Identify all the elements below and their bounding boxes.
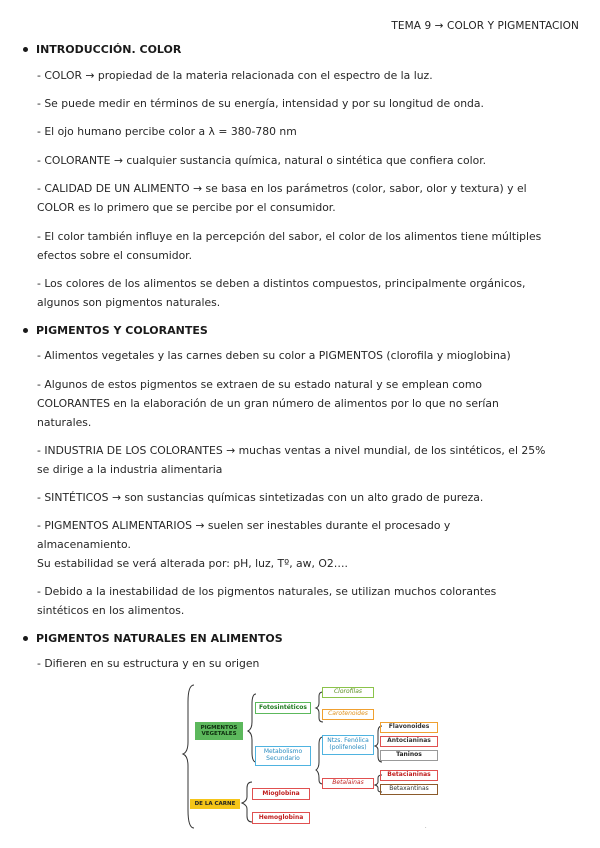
list-item: - Los colores de los alimentos se deben a distintos compuestos, principalmente orgánicos, algunos son pigmentos naturales. — [37, 277, 526, 309]
list-item: - SINTÉTICOS → son sustancias químicas sintetizadas con un alto grado de pureza. — [37, 491, 484, 504]
list-item: - Se puede medir en términos de su energía, intensidad y por su longitud de onda. — [37, 97, 484, 110]
section-heading-pigmentos-naturales: PIGMENTOS NATURALES EN ALIMENTOS — [23, 632, 283, 645]
box-antocianinas: Antocianinas — [380, 736, 438, 747]
box-clorofilas: Clorofilas — [322, 687, 374, 698]
box-fotosinteticos: Fotosintéticos — [255, 702, 311, 714]
bullet-icon — [23, 636, 28, 641]
box-betalainas: Betalainas — [322, 778, 374, 789]
box-betacianinas: Betacianinas — [380, 770, 438, 781]
svg-text:.: . — [425, 824, 427, 830]
box-taninos: Taninos — [380, 750, 438, 761]
list-item: - Algunos de estos pigmentos se extraen de su estado natural y se emplean como COLORANTES en la elaboración de un gran número de alimentos por lo que no serían naturales. — [37, 378, 499, 429]
list-item: - Debido a la inestabilidad de los pigmentos naturales, se utilizan muchos colorantes sintéticos en los alimentos. — [37, 585, 497, 617]
list-item: - El color también influye en la percepción del sabor, el color de los alimentos tiene múltiples efectos sobre el consumidor. — [37, 230, 542, 262]
section-heading-pigmentos-colorantes: PIGMENTOS Y COLORANTES — [23, 324, 208, 337]
list-item: - PIGMENTOS ALIMENTARIOS → suelen ser inestables durante el procesado y almacenamiento. Su estabilidad se verá alterada por: pH, luz, Tº, aw, O2…. — [37, 519, 451, 570]
box-pigmentos-vegetales: PIGMENTOS VEGETALES — [195, 722, 243, 740]
box-flavonoides: Flavonoides — [380, 722, 438, 733]
list-item: - CALIDAD DE UN ALIMENTO → se basa en los parámetros (color, sabor, olor y textura) y el COLOR es lo primero que se percibe por el consumidor. — [37, 182, 527, 214]
pigment-classification-diagram — [180, 682, 460, 832]
list-item: - Difieren en su estructura y en su origen — [37, 657, 260, 670]
page-header: TEMA 9 → COLOR Y PIGMENTACION — [391, 20, 579, 32]
box-metabolismo: Metabolismo Secundario — [255, 746, 311, 766]
box-hemoglobina: Hemoglobina — [252, 812, 310, 824]
box-betaxantinas: Betaxantinas — [380, 784, 438, 795]
list-item: - COLORANTE → cualquier sustancia química, natural o sintética que confiera color. — [37, 154, 487, 167]
list-item: - El ojo humano percibe color a λ = 380-780 nm — [37, 125, 297, 138]
carne-brace — [242, 782, 252, 822]
bullet-icon — [23, 47, 28, 52]
box-fenolicos: Ntzs. Fenólica (polifenoles) — [322, 735, 374, 755]
box-mioglobina: Mioglobina — [252, 788, 310, 800]
box-carotenoides: Carotenoides — [322, 709, 374, 720]
box-de-la-carne: DE LA CARNE — [190, 799, 240, 809]
list-item: - COLOR → propiedad de la materia relacionada con el espectro de la luz. — [37, 69, 433, 82]
section-heading-introduccion: INTRODUCCIÓN. COLOR — [23, 43, 181, 56]
list-item: - INDUSTRIA DE LOS COLORANTES → muchas ventas a nivel mundial, de los sintéticos, el 25% se dirige a la industria alimentaria — [37, 444, 546, 476]
bullet-icon — [23, 328, 28, 333]
list-item: - Alimentos vegetales y las carnes deben su color a PIGMENTOS (clorofila y mioglobina) — [37, 349, 511, 362]
